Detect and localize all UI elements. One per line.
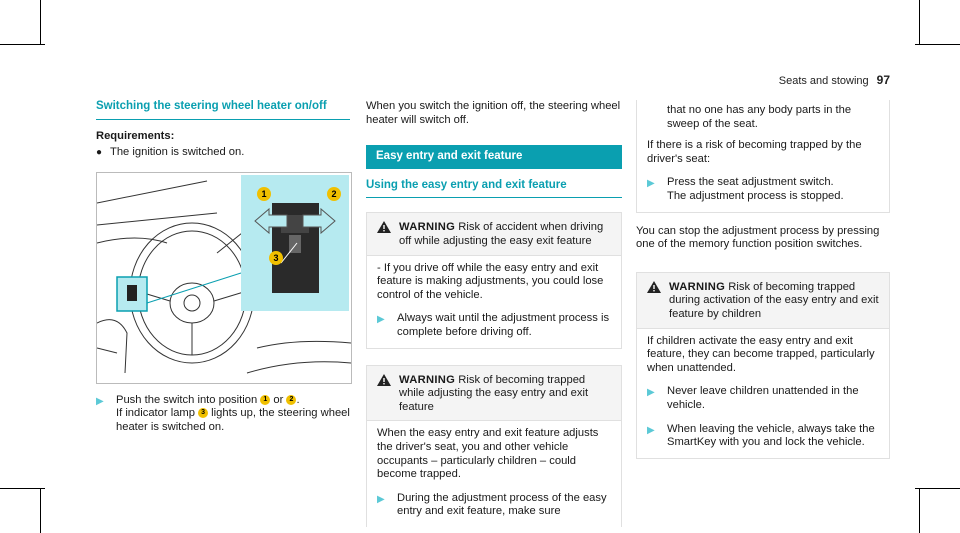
warning-heading-text: Risk of becoming trapped during activation of the easy entry and exit feature by children — [669, 280, 879, 320]
section-title: Switching the steering wheel heater on/off — [96, 100, 350, 120]
warning-step — [647, 385, 879, 412]
crop-mark — [0, 44, 45, 45]
crop-mark — [915, 488, 960, 489]
warning-step — [647, 423, 879, 450]
bullet-icon: ● — [96, 147, 103, 159]
warning-label: WARNING — [399, 221, 456, 234]
warning-continued-text: that no one has any body parts in the sweep of the seat. — [667, 104, 852, 130]
crop-mark — [919, 0, 920, 45]
warning-box — [636, 272, 890, 459]
warning-body — [367, 421, 621, 527]
indicator-lamp-marker: 3 — [198, 408, 208, 418]
warning-body — [637, 329, 889, 458]
warning-header — [367, 213, 621, 255]
warning-label: WARNING — [669, 280, 726, 293]
steering-wheel-figure — [96, 172, 352, 384]
warning-body-text: - If you drive off while the easy entry and exit feature is making adjustments, you could lose control of the vehicle. — [377, 261, 604, 301]
warning-body — [367, 256, 621, 348]
warning-step-text — [667, 176, 844, 203]
crop-mark — [0, 488, 45, 489]
position-2-marker: 2 — [286, 395, 296, 405]
step-text-part: If indicator lamp — [116, 407, 199, 420]
warning-heading-text: Risk of accident when driving off while adjusting the easy exit feature — [399, 221, 604, 247]
warning-title — [669, 281, 879, 322]
warning-box — [366, 365, 622, 527]
column-2 — [366, 100, 622, 527]
warning-step-text: During the adjustment process of the easy entry and exit feature, make sure — [397, 491, 607, 518]
warning-heading-text: Risk of becoming trapped while adjusting the easy entry and exit feature — [399, 373, 589, 413]
warning-triangle-icon — [647, 281, 669, 293]
step-arrow-icon: ▶ — [647, 424, 655, 436]
step-text — [116, 394, 350, 435]
column-3 — [636, 100, 890, 459]
warning-step — [647, 176, 879, 203]
instruction-step — [96, 394, 350, 435]
steering-wheel-illustration — [97, 173, 351, 383]
warning-body-text: When the easy entry and exit feature adjusts the driver's seat, you and other vehicle occupants – particularly children – could become trapped. — [377, 427, 599, 481]
header-section: Seats and stowing — [778, 75, 869, 87]
warning-continuation-box — [636, 100, 890, 213]
section-banner: Easy entry and exit feature — [366, 145, 622, 169]
warning-title — [399, 221, 611, 248]
warning-body — [637, 139, 889, 211]
step-arrow-icon: ▶ — [377, 493, 385, 505]
section-subtitle: Using the easy entry and exit feature — [366, 179, 622, 199]
warning-step-text: Never leave children unattended in the vehicle. — [667, 385, 859, 411]
crop-mark — [40, 488, 41, 533]
warning-body — [637, 100, 889, 139]
column-1 — [96, 100, 350, 435]
warning-triangle-icon — [377, 374, 399, 386]
warning-step — [377, 492, 611, 519]
step-text-part: . — [296, 393, 300, 406]
requirements-label: Requirements: — [96, 129, 175, 142]
step-text-part: Press the seat adjustment switch. — [667, 176, 834, 189]
callout-2: 2 — [327, 187, 341, 201]
crop-mark — [40, 0, 41, 45]
warning-header — [637, 273, 889, 329]
running-header — [779, 73, 890, 87]
warning-box — [366, 212, 622, 348]
step-arrow-icon: ▶ — [96, 395, 104, 407]
warning-step-text: When leaving the vehicle, always take the SmartKey with you and lock the vehicle. — [667, 422, 875, 449]
step-arrow-icon: ▶ — [647, 387, 655, 399]
warning-label: WARNING — [399, 373, 456, 386]
step-arrow-icon: ▶ — [377, 314, 385, 326]
warning-step — [377, 312, 611, 339]
crop-mark — [915, 44, 960, 45]
step-text-part: or — [270, 393, 287, 406]
warning-title — [399, 374, 611, 415]
requirement-text: The ignition is switched on. — [110, 146, 245, 159]
warning-step-text: Always wait until the adjustment process is complete before driving off. — [397, 312, 610, 338]
requirement-item — [96, 146, 350, 160]
warning-body-text: If children activate the easy entry and exit feature, they can become trapped, particularly when unattended. — [647, 334, 875, 374]
trapped-intro-text: If there is a risk of becoming trapped by the driver's seat: — [647, 139, 862, 165]
intro-text: When you switch the ignition off, the steering wheel heater will switch off. — [366, 100, 621, 126]
step-arrow-icon: ▶ — [647, 178, 655, 190]
memory-function-text: You can stop the adjustment process by pressing one of the memory function position switches. — [636, 224, 880, 251]
step-text-part: lights up, the steering wheel heater is switched on. — [116, 407, 350, 433]
warning-triangle-icon — [377, 221, 399, 233]
position-1-marker: 1 — [260, 395, 270, 405]
page-number: 97 — [876, 73, 890, 87]
step-result-text: The adjustment process is stopped. — [667, 189, 844, 202]
crop-mark — [919, 488, 920, 533]
callout-1: 1 — [257, 187, 271, 201]
warning-header — [367, 366, 621, 422]
step-text-part: Push the switch into position — [116, 393, 261, 406]
callout-3: 3 — [269, 251, 283, 265]
